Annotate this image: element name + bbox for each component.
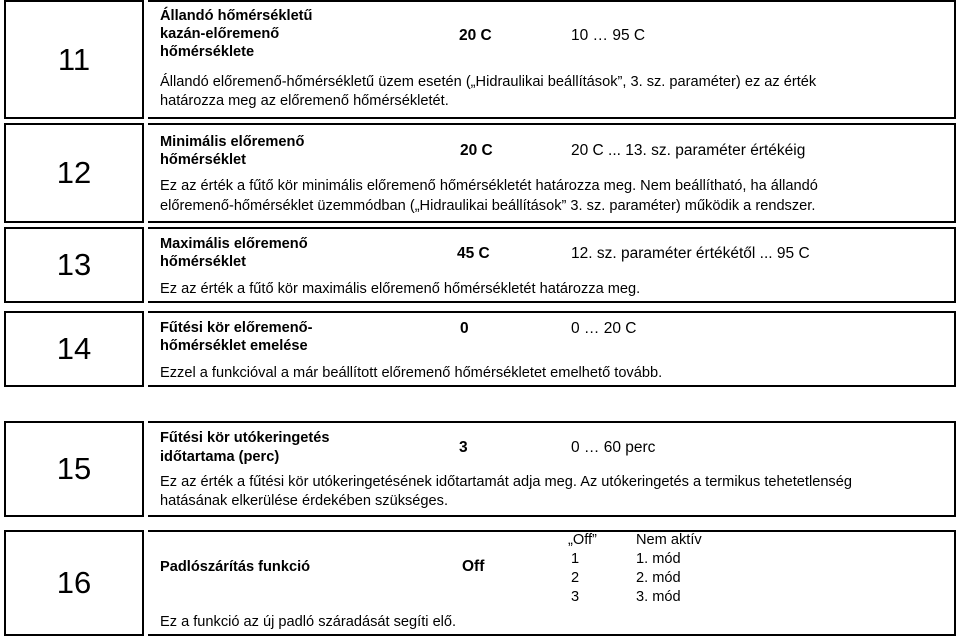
option-label: 3. mód <box>636 589 681 605</box>
option-label: 1. mód <box>636 551 681 567</box>
parameter-description: Ez az érték a fűtési kör utókeringetésének időtartamát adja meg. Az utókeringetés a termikus tehetetlenség <box>160 474 852 490</box>
value-range: 12. sz. paraméter értékétől ... 95 C <box>571 245 810 262</box>
parameter-name: Minimális előremenő <box>160 134 305 150</box>
parameter-name: Állandó hőmérsékletű <box>160 8 313 24</box>
parameter-row-11 <box>0 0 960 119</box>
option-label: Nem aktív <box>636 532 702 548</box>
row-number: 15 <box>4 421 144 517</box>
row-number: 11 <box>4 0 144 119</box>
parameter-name: időtartama (perc) <box>160 449 280 465</box>
parameter-description: Ez az érték a fűtő kör maximális előremenő hőmérsékletét határozza meg. <box>160 281 641 297</box>
row-number: 12 <box>4 123 144 223</box>
value-range: 10 … 95 C <box>571 27 646 44</box>
option-code: „Off” <box>568 532 597 548</box>
parameter-name: hőmérséklete <box>160 44 255 60</box>
parameter-description: Állandó előremenő-hőmérsékletű üzem esetén („Hidraulikai beállítások”, 3. sz. paraméter) ez az érték <box>160 74 817 90</box>
parameter-name: hőmérséklet emelése <box>160 338 308 354</box>
option-label: 2. mód <box>636 570 681 586</box>
parameter-name: kazán-előremenő <box>160 26 280 42</box>
value-range: 0 … 60 perc <box>571 439 656 456</box>
value-range: 0 … 20 C <box>571 320 637 337</box>
parameter-description: előremenő-hőmérséklet üzemmódban („Hidraulikai beállítások” 3. sz. paraméter) működik a rendszer. <box>160 198 816 214</box>
option-code: 1 <box>571 551 580 567</box>
default-value: 20 C <box>459 27 492 44</box>
default-value: Off <box>462 558 485 575</box>
parameter-name: Fűtési kör előremenő- <box>160 320 313 336</box>
parameter-description: Ezzel a funkcióval a már beállított előremenő hőmérsékletet emelhető tovább. <box>160 365 663 381</box>
parameter-name: Padlószárítás funkció <box>160 559 311 575</box>
default-value: 0 <box>460 320 469 337</box>
parameter-name: hőmérséklet <box>160 254 246 270</box>
parameter-description: határozza meg az előremenő hőmérsékletét. <box>160 93 449 109</box>
option-code: 2 <box>571 570 580 586</box>
row-number: 16 <box>4 530 144 636</box>
row-number: 13 <box>4 227 144 303</box>
parameter-description: hatásának elkerülése érdekében szükséges. <box>160 493 449 509</box>
parameter-name: Maximális előremenő <box>160 236 308 252</box>
default-value: 45 C <box>457 245 490 262</box>
option-code: 3 <box>571 589 580 605</box>
default-value: 3 <box>459 439 468 456</box>
parameter-description: Ez az érték a fűtő kör minimális előremenő hőmérsékletét határozza meg. Nem beállítható, ha állandó <box>160 178 818 194</box>
parameter-name: Fűtési kör utókeringetés <box>160 430 330 446</box>
parameter-name: hőmérséklet <box>160 152 246 168</box>
parameter-description: Ez a funkció az új padló száradását segíti elő. <box>160 614 457 630</box>
default-value: 20 C <box>460 142 493 159</box>
value-range: 20 C ... 13. sz. paraméter értékéig <box>571 142 806 159</box>
row-number: 14 <box>4 311 144 387</box>
